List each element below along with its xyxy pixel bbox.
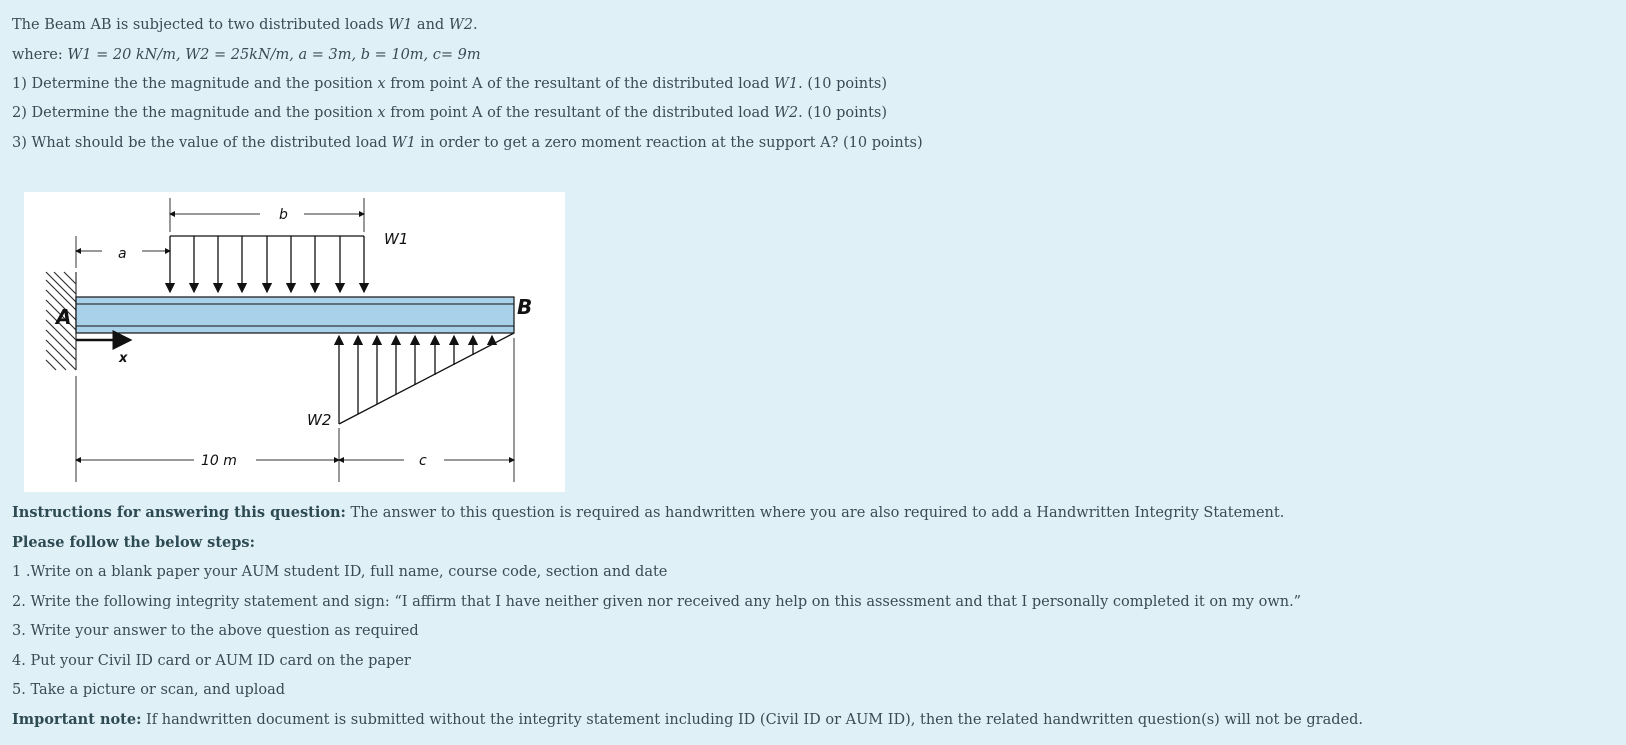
- important-note: [12, 710, 1363, 730]
- step-4: 4. Put your Civil ID card or AUM ID card on the paper: [12, 653, 411, 669]
- q3-text-a: 3) What should be the value of the distributed load: [12, 135, 392, 151]
- q1-points: . (10 points): [798, 76, 887, 92]
- instructions-heading-bold: Instructions for answering this question:: [12, 504, 346, 521]
- steps-heading-text: Please follow the below steps:: [12, 534, 255, 551]
- intro-and: and: [412, 17, 449, 33]
- label-b: b: [279, 207, 288, 223]
- step-5: 5. Take a picture or scan, and upload: [12, 682, 286, 698]
- label-c: c: [419, 453, 427, 469]
- label-10m: 10 m: [201, 453, 237, 469]
- load-w2: [339, 333, 514, 424]
- label-a: a: [118, 246, 127, 262]
- givens-label: where:: [12, 47, 68, 63]
- label-w1: W1: [384, 230, 409, 248]
- load-w1: [170, 236, 364, 292]
- label-x: x: [119, 351, 128, 366]
- intro-text: The Beam AB is subjected to two distributed loads: [12, 17, 389, 33]
- intro-period: .: [472, 17, 478, 33]
- beam-diagram: [24, 192, 565, 492]
- instructions-heading-text: The answer to this question is required as handwritten where you are also required to add a Handwritten Integrity Statement.: [345, 505, 1285, 521]
- givens-values: W1 = 20 kN/m, W2 = 25kN/m, a = 3m, b = 10m, c= 9m: [67, 47, 481, 63]
- q3-w: W1: [391, 135, 416, 151]
- q1-w: W1: [774, 76, 799, 92]
- dimension-bottom: [76, 338, 514, 482]
- q2-w: W2: [774, 105, 799, 121]
- q2-x: x: [377, 105, 386, 121]
- step-3: 3. Write your answer to the above question as required: [12, 623, 419, 639]
- q1-text-b: from point A of the resultant of the distributed load: [385, 76, 774, 92]
- question-3: [12, 133, 923, 153]
- label-point-b: B: [517, 295, 533, 319]
- label-w2: W2: [307, 411, 332, 429]
- q2-points: . (10 points): [798, 105, 887, 121]
- step-2: 2. Write the following integrity statement and sign: “I affirm that I have neither given nor received any help on this assessment and that I personally completed it on my own.”: [12, 594, 1302, 610]
- q2-text-a: 2) Determine the the magnitude and the position: [12, 105, 378, 121]
- beam: [76, 297, 514, 333]
- q2-text-b: from point A of the resultant of the distributed load: [385, 105, 774, 121]
- q3-points: in order to get a zero moment reaction at the support A? (10 points): [415, 135, 923, 151]
- intro-w1: W1: [388, 17, 413, 33]
- dimension-b: [170, 198, 364, 232]
- problem-givens: [12, 45, 481, 65]
- instructions-heading: [12, 503, 1284, 523]
- label-point-a: A: [56, 305, 72, 329]
- q1-text-a: 1) Determine the the magnitude and the position: [12, 76, 378, 92]
- intro-w2: W2: [448, 17, 473, 33]
- steps-heading: [12, 533, 255, 553]
- q1-x: x: [377, 76, 386, 92]
- important-note-text: If handwritten document is submitted without the integrity statement including ID (Civil ID or AUM ID), then the related handwritten question(s) will not be graded.: [141, 712, 1363, 728]
- question-2: [12, 103, 887, 123]
- step-1: 1 .Write on a blank paper your AUM student ID, full name, course code, section and date: [12, 564, 668, 580]
- question-1: [12, 74, 887, 94]
- beam-figure: [24, 192, 565, 492]
- problem-intro: [12, 15, 478, 35]
- important-note-bold: Important note:: [12, 711, 142, 728]
